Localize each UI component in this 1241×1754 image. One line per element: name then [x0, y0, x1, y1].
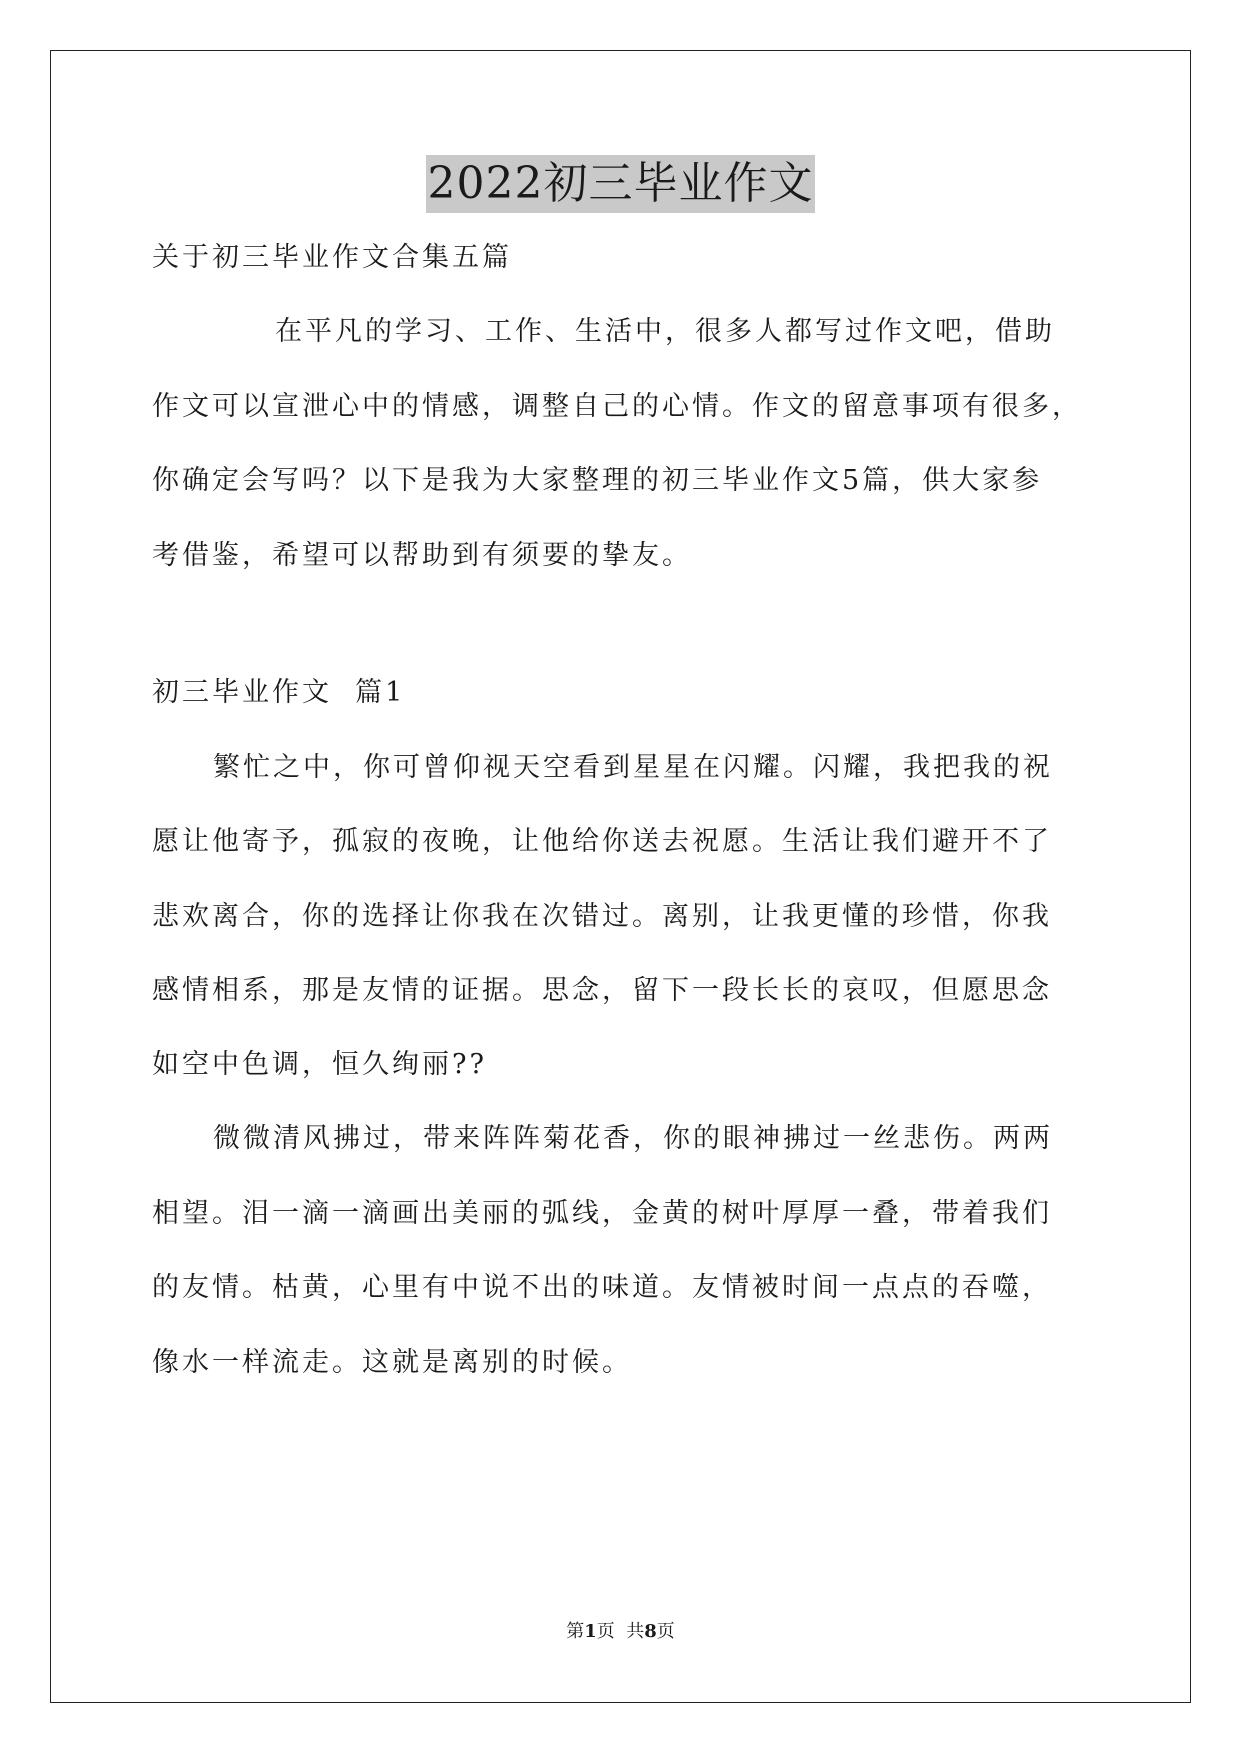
section-heading: 初三毕业作文 篇1 — [152, 677, 406, 708]
paragraph-line: 相望。泪一滴一滴画出美丽的弧线，金黄的树叶厚厚一叠，带着我们 — [152, 1198, 1052, 1229]
paragraph-line: 微微清风拂过，带来阵阵菊花香，你的眼神拂过一丝悲伤。两两 — [213, 1123, 1053, 1154]
footer-mid: 页 共 — [596, 1621, 645, 1642]
paragraph-line: 像水一样流走。这就是离别的时候。 — [152, 1347, 632, 1378]
intro-line: 考借鉴，希望可以帮助到有须要的挚友。 — [152, 540, 692, 571]
paragraph-line: 愿让他寄予，孤寂的夜晚，让他给你送去祝愿。生活让我们避开不了 — [152, 826, 1052, 857]
intro-line: 在平凡的学习、工作、生活中，很多人都写过作文吧，借助 — [275, 316, 1055, 347]
paragraph-line: 感情相系，那是友情的证据。思念，留下一段长长的哀叹，但愿思念 — [152, 975, 1052, 1006]
footer-suffix: 页 — [656, 1621, 675, 1642]
page-border — [50, 50, 1191, 1703]
title-container — [0, 155, 1241, 213]
footer-prefix: 第 — [566, 1621, 585, 1642]
paragraph-line: 的友情。枯黄，心里有中说不出的味道。友情被时间一点点的吞噬， — [152, 1272, 1052, 1303]
page-footer — [0, 1620, 1241, 1644]
paragraph-line: 繁忙之中，你可曾仰视天空看到星星在闪耀。闪耀，我把我的祝 — [213, 752, 1053, 783]
intro-line: 作文可以宣泄心中的情感，调整自己的心情。作文的留意事项有很多， — [152, 391, 1082, 422]
paragraph-line: 悲欢离合，你的选择让你我在次错过。离别，让我更懂的珍惜，你我 — [152, 901, 1052, 932]
footer-total-pages: 8 — [644, 1621, 657, 1642]
document-title: 2022初三毕业作文 — [426, 155, 816, 213]
intro-line: 你确定会写吗？以下是我为大家整理的初三毕业作文5篇，供大家参 — [152, 465, 1043, 496]
paragraph-line: 如空中色调，恒久绚丽?? — [152, 1049, 487, 1080]
footer-page-number: 1 — [584, 1621, 597, 1642]
document-subtitle: 关于初三毕业作文合集五篇 — [152, 242, 512, 273]
